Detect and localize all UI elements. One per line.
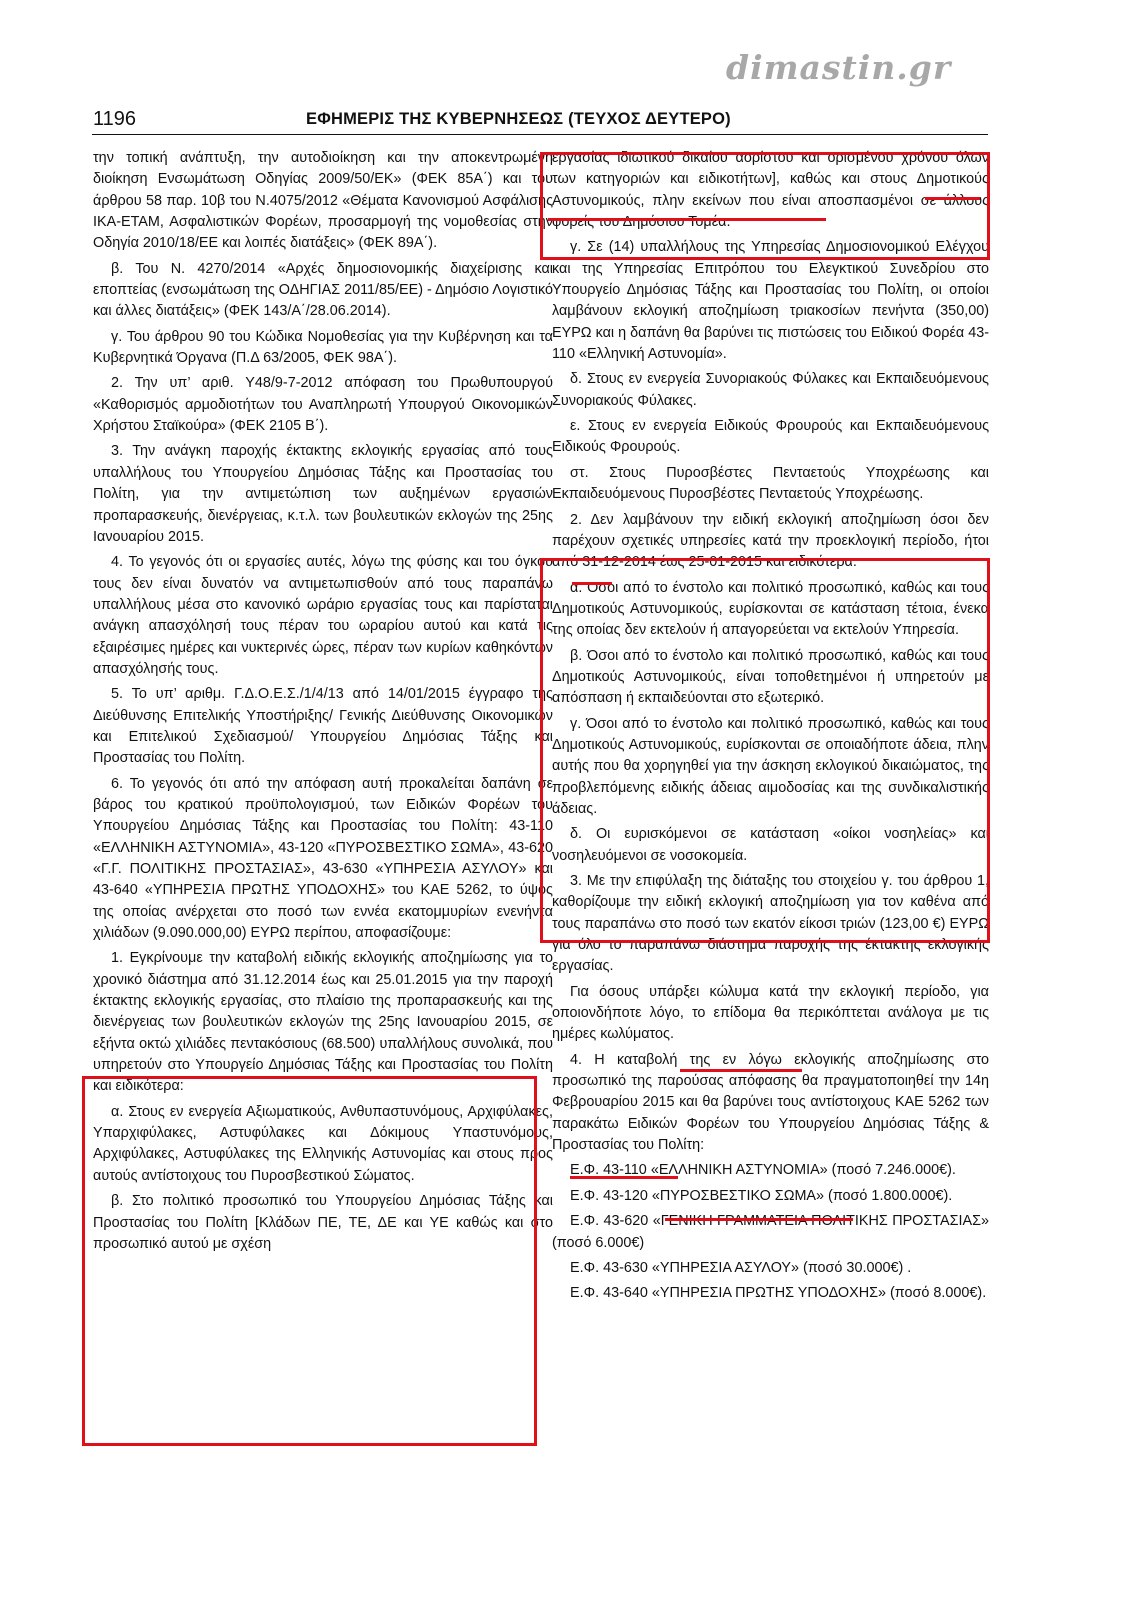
paragraph: δ. Οι ευρισκόμενοι σε κατάσταση «οίκοι νοσηλείας» και νοσηλευόμενοι σε νοσοκομεία. xyxy=(552,826,989,864)
paragraph: την τοπική ανάπτυξη, την αυτοδιοίκηση και την αποκεντρωμένη διοίκηση Ενσωμάτωση Οδηγίας 2009/50/ΕΚ» (ΦΕΚ 85Α΄) και του άρθρου 58 παρ. 10β του Ν.4075/2012 «Θέματα Κανονισμού Ασφάλισης ΙΚΑ-ΕΤΑΜ, Ασφαλιστικών Φορέων, προσαρμογή της νομοθεσίας στην Οδηγία 2010/18/ΕΕ και λοιπές διατάξεις» (ΦΕΚ 89Α΄). xyxy=(93,150,553,252)
paragraph: Ε.Φ. 43-120 «ΠΥΡΟΣΒΕΣΤΙΚΟ ΣΩΜΑ» (ποσό 1.800.000€). xyxy=(570,1187,953,1204)
paragraph: α. Όσοι από το ένστολο και πολιτικό προσωπικό, καθώς και τους Δημοτικούς Αστυνομικούς, ευρίσκονται σε κατάσταση τέτοια, ένεκα της οποίας δεν εκτελούν ή απαγορεύεται να εκτελούν Υπηρεσία. xyxy=(552,579,989,639)
paragraph: 6. Το γεγονός ότι από την απόφαση αυτή προκαλείται δαπάνη σε βάρος του κρατικού προϋπολογισμού, των Ειδικών Φορέων του Υπουργείου Δημόσιας Τάξης και Προστασίας του Πολίτη: 43-110 «ΕΛΛΗΝΙΚΗ ΑΣΤΥΝΟΜΙΑ», 43-120 «ΠΥΡΟΣΒΕΣΤΙΚΟ ΣΩΜΑ», 43-620 «Γ.Γ. ΠΟΛΙΤΙΚΗΣ ΠΡΟΣΤΑΣΙΑΣ», 43-630 «ΥΠΗΡΕΣΙΑ ΑΣΥΛΟΥ» και 43-640 «ΥΠΗΡΕΣΙΑ ΠΡΩΤΗΣ ΥΠΟΔΟΧΗΣ» του ΚΑΕ 5262, το ύψος της οποίας ανέρχεται στο ποσό των εννέα εκατομμυρίων ενενήντα χιλιάδων (9.090.000,00) ΕΥΡΩ περίπου, αποφασίζουμε: xyxy=(93,775,553,942)
gazette-title: ΕΦΗΜΕΡΙΣ ΤΗΣ ΚΥΒΕΡΝΗΣΕΩΣ (ΤΕΥΧΟΣ ΔΕΥΤΕΡΟ) xyxy=(306,110,731,128)
paragraph: ε. Στους εν ενεργεία Ειδικούς Φρουρούς και Εκπαιδευόμενους Ειδικούς Φρουρούς. xyxy=(552,418,989,456)
paragraph: Ε.Φ. 43-630 «ΥΠΗΡΕΣΙΑ ΑΣΥΛΟΥ» (ποσό 30.000€) . xyxy=(570,1259,912,1276)
underline-mark xyxy=(572,582,612,585)
paragraph: β. Στο πολιτικό προσωπικό του Υπουργείου Δημόσιας Τάξης και Προστασίας του Πολίτη [Κλάδων ΠΕ, ΤΕ, ΔΕ και ΥΕ καθώς και στο προσωπικό αυτού με σχέση xyxy=(93,1193,553,1252)
paragraph: 4. Το γεγονός ότι οι εργασίες αυτές, λόγω της φύσης και του όγκου τους δεν είναι δυνατόν να αντιμετωπισθούν από τους παραπάνω υπαλλήλους μέσα στο κανονικό ωράριο εργασίας τους και παρίσταται ανάγκη απασχόλησή τους πέραν του ωραρίου αυτού και κατά τις εξαιρέσιμες ημέρες και νυκτερινές ώρες, πέραν των κυρίων καθηκόντων απασχόλησής τους. xyxy=(93,554,553,677)
paragraph: Ε.Φ. 43-640 «ΥΠΗΡΕΣΙΑ ΠΡΩΤΗΣ ΥΠΟΔΟΧΗΣ» (ποσό 8.000€). xyxy=(570,1285,987,1302)
paragraph: 2. Δεν λαμβάνουν την ειδική εκλογική αποζημίωση όσοι δεν παρέχουν σχετικές υπηρεσίες κατά την προεκλογική περίοδο, ήτοι από 31-12-2014 έως 25-01-2015 και ειδικότερα: xyxy=(552,511,989,571)
left-column xyxy=(93,148,553,1259)
paragraph: 1. Εγκρίνουμε την καταβολή ειδικής εκλογικής αποζημίωσης για το χρονικό διάστημα από 31.12.2014 έως και 25.01.2015 για την παροχή έκτακτης εκλογικής εργασίας, στο πλαίσιο της προπαρασκευής και της διενέργειας των βουλευτικών εκλογών της 25ης Ιανουαρίου 2015, σε εξήντα οκτώ χιλιάδες πεντακόσιους (68.500) υπαλλήλους συνολικά, που υπηρετούν στο Υπουργείο Δημόσιας Τάξης και Προστασίας του Πολίτη και ειδικότερα: xyxy=(93,950,553,1095)
header-divider xyxy=(92,134,988,135)
paragraph: 5. Το υπ’ αριθμ. Γ.Δ.Ο.Ε.Σ./1/4/13 από 14/01/2015 έγγραφο της Διεύθυνσης Επιτελικής Υποστήριξης/ Γενικής Διεύθυνσης Οικονομικών και Επιτελικού Σχεδιασμού/ Υπουργείου Δημόσιας Τάξης και Προστασίας του Πολίτη. xyxy=(93,686,553,767)
paragraph: γ. Σε (14) υπαλλήλους της Υπηρεσίας Δημοσιονομικού Ελέγχου και της Υπηρεσίας Επιτρόπου του Ελεγκτικού Συνεδρίου στο Υπουργείο Δημόσιας Τάξης και Προστασίας του Πολίτη, οι οποίοι λαμβάνουν εκλογική αποζημίωση τριακοσίων πενήντα (350,00) ΕΥΡΩ και η δαπάνη θα βαρύνει τις πιστώσεις του Ειδικού Φορέα 43-110 «Ελληνική Αστυνομία». xyxy=(552,239,989,363)
paragraph: α. Στους εν ενεργεία Αξιωματικούς, Ανθυπαστυνόμους, Αρχιφύλακες, Υπαρχιφύλακες, Αστυφύλακες και Δόκιμους Υπαστυνόμους, Αρχιφύλακες, Αστυφύλακες της Ελληνικής Αστυνομίας και στους προς αυτούς αντίστοιχους του Πυροσβεστικού Σώματος. xyxy=(93,1103,553,1184)
paragraph: 3. Την ανάγκη παροχής έκτακτης εκλογικής εργασίας από τους υπαλλήλους του Υπουργείου Δημόσιας Τάξης και Προστασίας του Πολίτη, για την αντιμετώπιση των αυξημένων εργασιών προπαρασκευής, διενέργειας, κ.τ.λ. των βουλευτικών εκλογών της 25ης Ιανουαρίου 2015. xyxy=(93,443,553,545)
paragraph: Για όσους υπάρξει κώλυμα κατά την εκλογική περίοδο, για οποιονδήποτε λόγο, το επίδομα θα περικόπτεται ανάλογα με τις ημέρες κωλύματος. xyxy=(552,983,989,1043)
page-number: 1196 xyxy=(93,108,137,130)
paragraph: β. Του Ν. 4270/2014 «Αρχές δημοσιονομικής διαχείρισης και εποπτείας (ενσωμάτωση της ΟΔΗΓΙΑΣ 2011/85/ΕΕ) - Δημόσιο Λογιστικό και άλλες διατάξεις» (ΦΕΚ 143/Α΄/28.06.2014). xyxy=(93,260,554,320)
right-column xyxy=(552,148,989,1309)
underline-mark xyxy=(665,1218,853,1221)
paragraph: εργασίας ιδιωτικού δικαίου αορίστου και ορισμένου χρόνου όλων των κατηγοριών και ειδικοτήτων], καθώς και στους Δημοτικούς Αστυνομικούς, πλην εκείνων που είναι αποσπασμένοι σε άλλους φορείς του Δημόσιου Τομέα. xyxy=(552,150,989,231)
paragraph: δ. Στους εν ενεργεία Συνοριακούς Φύλακες και Εκπαιδευόμενους Συνοριακούς Φύλακες. xyxy=(552,371,989,409)
paragraph: στ. Στους Πυροσβέστες Πενταετούς Υποχρέωσης και Εκπαιδευόμενους Πυροσβέστες Πενταετούς Υποχρέωσης. xyxy=(552,464,989,503)
underline-mark xyxy=(570,1176,678,1179)
paragraph: γ. Του άρθρου 90 του Κώδικα Νομοθεσίας για την Κυβέρνηση και τα Κυβερνητικά Όργανα (Π.Δ 63/2005, ΦΕΚ 98Α΄). xyxy=(93,328,553,367)
paragraph: γ. Όσοι από το ένστολο και πολιτικό προσωπικό, καθώς και τους Δημοτικούς Αστυνομικούς, ευρίσκονται σε οποιαδήποτε άδεια, πλην αυτής που θα χορηγηθεί για την άσκηση εκλογικού δικαιώματος, της προβλεπόμενης ειδικής άδειας αιμοδοσίας και της συνδικαλιστικής άδειας. xyxy=(552,715,989,817)
paragraph: 4. Η καταβολή της εν λόγω εκλογικής αποζημίωσης στο προσωπικό της παρούσας απόφασης θα πραγματοποιηθεί την 14η Φεβρουαρίου 2015 και θα βαρύνει τους αντίστοιχους ΚΑΕ 5262 των παρακάτω Ειδικών Φορέων του Υπουργείου Δημόσιας Τάξης & Προστασίας του Πολίτη: xyxy=(552,1051,989,1154)
watermark-logo: dimastin.gr xyxy=(726,48,952,87)
paragraph: Ε.Φ. 43-110 «ΕΛΛΗΝΙΚΗ ΑΣΤΥΝΟΜΙΑ» (ποσό 7.246.000€). xyxy=(570,1162,956,1179)
paragraph: Ε.Φ. 43-620 «ΓΕΝΙΚΗ ΓΡΑΜΜΑΤΕΙΑ ΠΟΛΙΤΙΚΗΣ ΠΡΟΣΤΑΣΙΑΣ» (ποσό 6.000€) xyxy=(552,1213,989,1251)
paragraph: β. Όσοι από το ένστολο και πολιτικό προσωπικό, καθώς και τους Δημοτικούς Αστυνομικούς, είναι τοποθετημένοι ή υπηρετούν με απόσπαση ή εκπαιδεύονται στο εξωτερικό. xyxy=(552,647,989,707)
paragraph: 3. Με την επιφύλαξη της διάταξης του στοιχείου γ. του άρθρου 1, καθορίζουμε την ειδική εκλογική αποζημίωση για τον καθένα από τους παραπάνω στο ποσό των εκατόν είκοσι τριών (123,00 €) ΕΥΡΩ για όλο το παραπάνω διάστημα παροχής της έκτακτης εκλογικής εργασίας. xyxy=(552,873,989,975)
underline-mark xyxy=(548,218,826,221)
paragraph: 2. Την υπ’ αριθ. Υ48/9-7-2012 απόφαση του Πρωθυπουργού «Καθορισμός αρμοδιοτήτων του Αναπληρωτή Υπουργού Οικονομικών Χρήστου Σταϊκούρα» (ΦΕΚ 2105 Β΄). xyxy=(93,375,553,435)
underline-mark xyxy=(680,1069,802,1072)
underline-mark xyxy=(925,197,980,200)
